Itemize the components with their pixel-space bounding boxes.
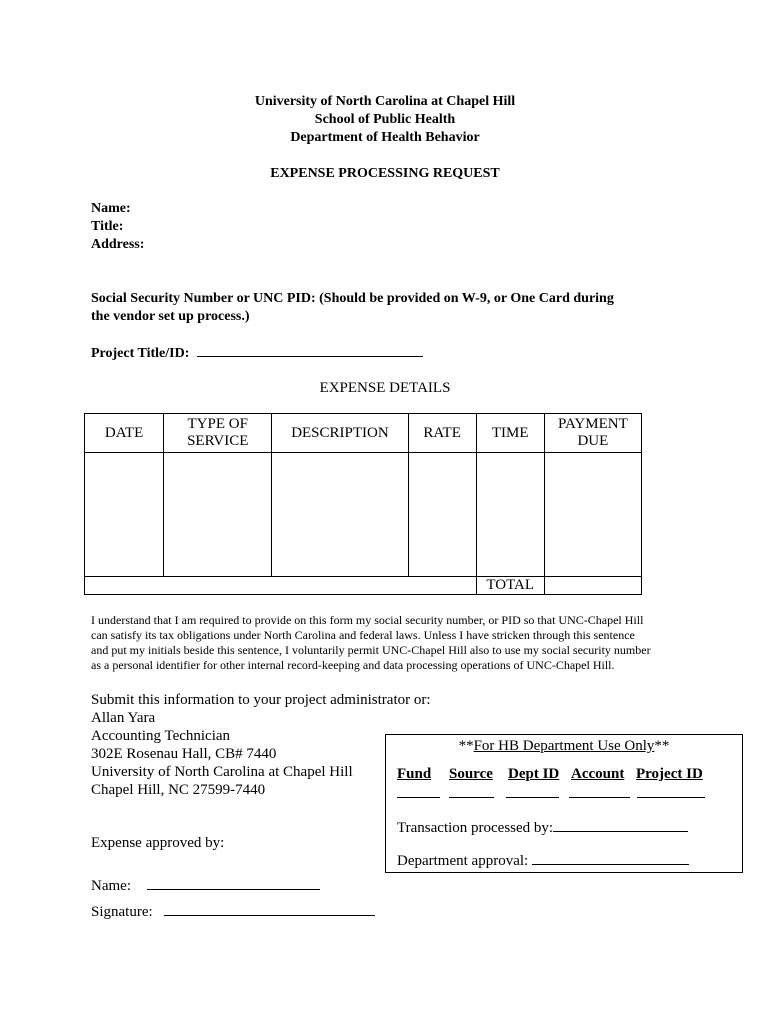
payment-cell[interactable] bbox=[544, 453, 641, 577]
col-payment-line2: DUE bbox=[577, 433, 609, 449]
col-type-of-service bbox=[164, 414, 272, 453]
total-row bbox=[85, 577, 642, 595]
department-approval-line[interactable] bbox=[532, 852, 689, 865]
col-payment-due bbox=[544, 414, 641, 453]
department-approval-field[interactable] bbox=[397, 852, 689, 870]
disclaimer-paragraph bbox=[91, 613, 651, 673]
approval-name-field[interactable] bbox=[91, 877, 320, 895]
university-name: University of North Carolina at Chapel Hill bbox=[254, 94, 516, 109]
department-approval-label: Department approval: bbox=[397, 853, 529, 869]
project-title-field[interactable] bbox=[91, 344, 423, 362]
col-date: DATE bbox=[85, 414, 164, 453]
approval-name-line[interactable] bbox=[147, 879, 320, 890]
title-label: Title: bbox=[91, 219, 124, 234]
hb-title-suffix: ** bbox=[654, 738, 670, 754]
ssn-label-line2: the vendor set up process.) bbox=[91, 309, 250, 324]
address-label: Address: bbox=[91, 237, 145, 252]
school-name: School of Public Health bbox=[314, 112, 456, 127]
total-spacer-cell bbox=[85, 577, 477, 595]
hb-col-account: Account bbox=[571, 766, 625, 782]
submit-block bbox=[91, 691, 431, 799]
project-title-label: Project Title/ID: bbox=[91, 346, 190, 361]
project-title-line[interactable] bbox=[197, 344, 423, 357]
ssn-label-line1: Social Security Number or UNC PID: (Should be provided on W-9, or One Card during bbox=[91, 291, 614, 306]
hb-col-project-id: Project ID bbox=[636, 766, 703, 782]
contact-office: 302E Rosenau Hall, CB# 7440 bbox=[91, 746, 277, 762]
hb-fund-line[interactable] bbox=[397, 797, 440, 798]
contact-city: Chapel Hill, NC 27599-7440 bbox=[91, 782, 266, 798]
type-cell[interactable] bbox=[164, 453, 272, 577]
name-label: Name: bbox=[91, 201, 131, 216]
col-description: DESCRIPTION bbox=[272, 414, 408, 453]
signature-field[interactable] bbox=[91, 903, 375, 921]
approved-by-label: Expense approved by: bbox=[91, 835, 225, 851]
transaction-processed-label: Transaction processed by: bbox=[397, 820, 554, 836]
hb-col-dept-id: Dept ID bbox=[508, 766, 560, 782]
expense-table bbox=[84, 413, 642, 595]
col-rate: RATE bbox=[408, 414, 476, 453]
expense-entry-row bbox=[85, 453, 642, 577]
hb-dept-line[interactable] bbox=[506, 797, 559, 798]
form-title: EXPENSE PROCESSING REQUEST bbox=[270, 166, 500, 181]
hb-project-line[interactable] bbox=[637, 797, 705, 798]
hb-department-box bbox=[385, 734, 743, 873]
hb-title-text: For HB Department Use Only bbox=[473, 738, 655, 754]
department-name: Department of Health Behavior bbox=[290, 130, 480, 145]
contact-role: Accounting Technician bbox=[91, 728, 231, 744]
hb-col-fund: Fund bbox=[397, 766, 432, 782]
transaction-processed-line[interactable] bbox=[553, 819, 688, 832]
disclaimer-line: as a personal identifier for other internal record-keeping and data processing operations of UNC-Chapel Hill. bbox=[91, 658, 615, 672]
contact-name: Allan Yara bbox=[91, 710, 156, 726]
description-cell[interactable] bbox=[272, 453, 408, 577]
submit-intro: Submit this information to your project administrator or: bbox=[91, 692, 431, 708]
contact-university: University of North Carolina at Chapel Hill bbox=[91, 764, 353, 780]
transaction-processed-field[interactable] bbox=[397, 819, 688, 837]
expense-table-header bbox=[85, 414, 642, 453]
approval-name-label: Name: bbox=[91, 878, 131, 894]
date-cell[interactable] bbox=[85, 453, 164, 577]
hb-box-title bbox=[386, 737, 742, 755]
total-label: TOTAL bbox=[476, 577, 544, 595]
hb-title-prefix: ** bbox=[458, 738, 474, 754]
col-type-line1: TYPE OF bbox=[187, 416, 248, 432]
time-cell[interactable] bbox=[476, 453, 544, 577]
disclaimer-line: and put my initials beside this sentence, I voluntarily permit UNC-Chapel Hill also to use my social security number bbox=[91, 643, 651, 657]
disclaimer-line: I understand that I am required to provide on this form my social security number, or PID so that UNC-Chapel Hill bbox=[91, 613, 644, 627]
hb-col-source: Source bbox=[449, 766, 493, 782]
signature-line[interactable] bbox=[164, 905, 375, 916]
expense-details-heading: EXPENSE DETAILS bbox=[319, 380, 451, 396]
signature-label: Signature: bbox=[91, 904, 153, 920]
total-value-cell[interactable] bbox=[544, 577, 641, 595]
disclaimer-line: can satisfy its tax obligations under North Carolina and federal laws. Unless I have stricken through this sentence bbox=[91, 628, 635, 642]
rate-cell[interactable] bbox=[408, 453, 476, 577]
col-type-line2: SERVICE bbox=[187, 433, 249, 449]
col-payment-line1: PAYMENT bbox=[558, 416, 628, 432]
hb-account-line[interactable] bbox=[569, 797, 630, 798]
hb-source-line[interactable] bbox=[449, 797, 494, 798]
col-time: TIME bbox=[476, 414, 544, 453]
